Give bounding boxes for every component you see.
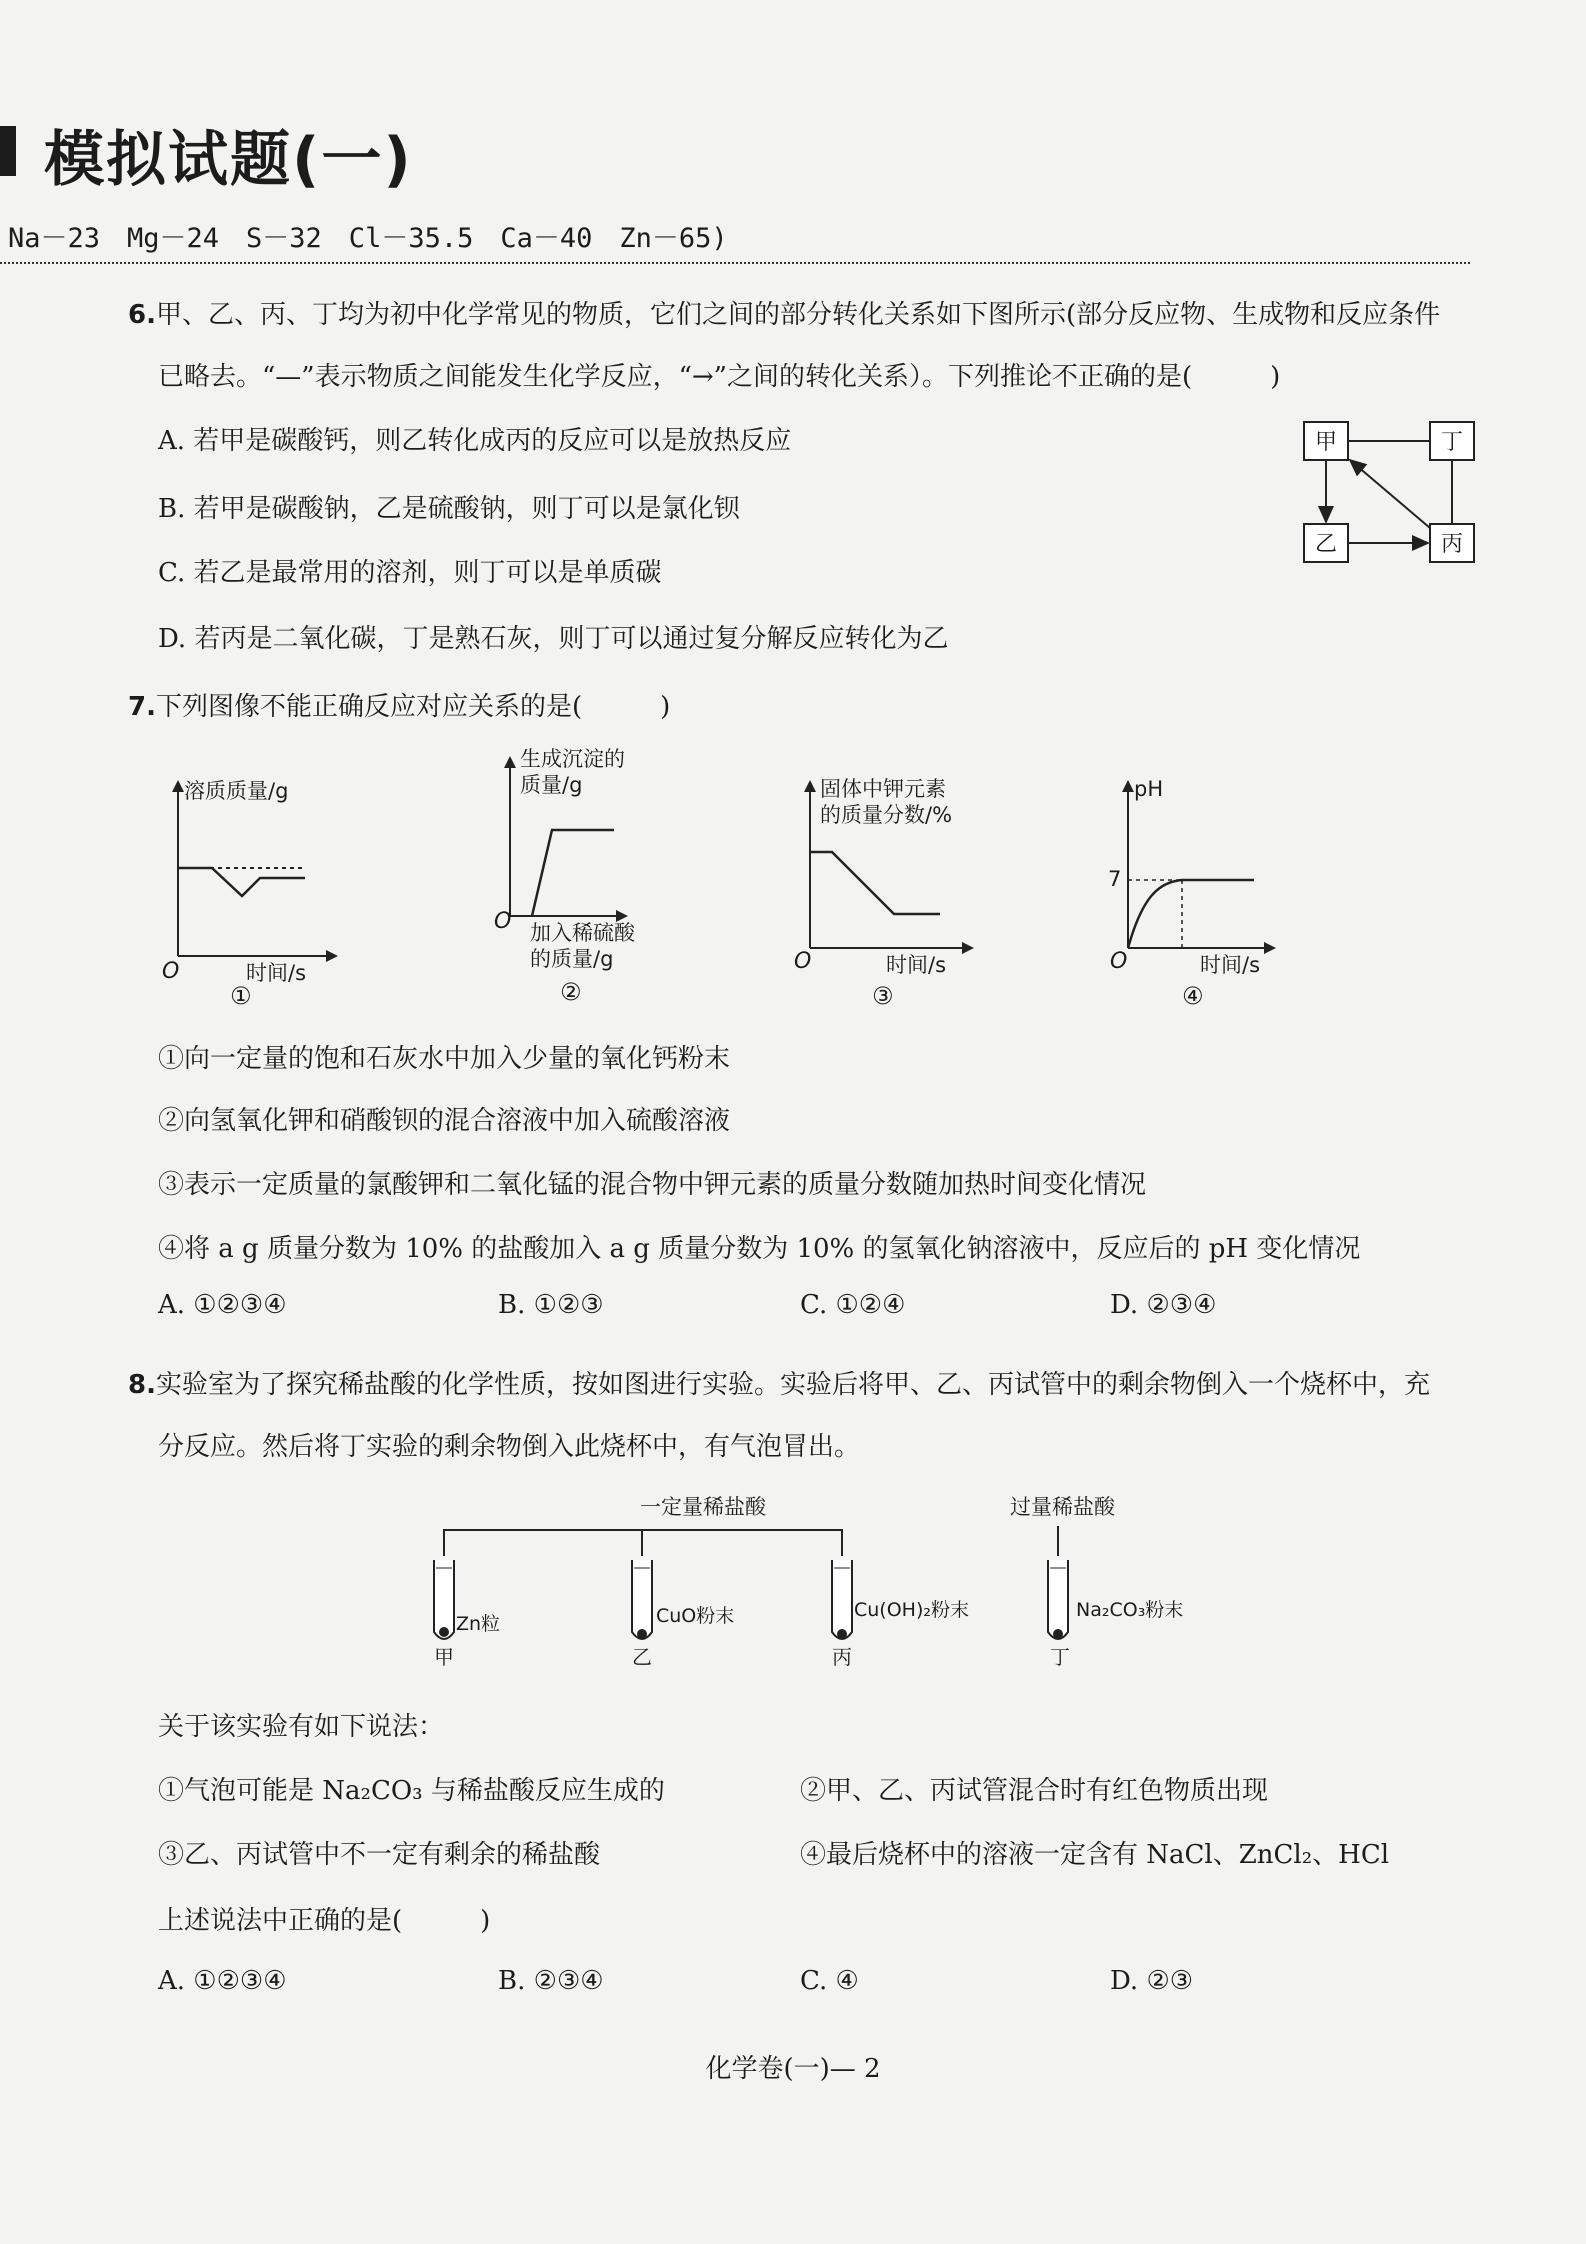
g4-caption: ④ <box>1182 982 1204 1008</box>
q8-choice-d: D. ②③ <box>1110 1966 1194 1996</box>
g4-tick: 7 <box>1108 867 1122 891</box>
q7-statement-3: ③表示一定质量的氯酸钾和二氧化锰的混合物中钾元素的质量分数随加热时间变化情况 <box>158 1170 1147 1200</box>
q6-relation-diagram <box>1300 418 1490 568</box>
q6-stem-line1: 6.甲、乙、丙、丁均为初中化学常见的物质，它们之间的部分转化关系如下图所示(部分反应物、生成物和反应条件 <box>128 300 1441 330</box>
label-ding: 丁 <box>1440 430 1464 455</box>
tube-ding-name: 丁 <box>1050 1645 1070 1666</box>
g3-caption: ③ <box>872 982 894 1008</box>
g4-ylabel: pH <box>1134 777 1164 801</box>
q7-stem: 7.下列图像不能正确反应对应关系的是( ) <box>128 692 671 722</box>
title-marker <box>0 126 16 176</box>
g2-xlabel-2: 的质量/g <box>530 947 614 971</box>
q8-choice-c: C. ④ <box>800 1966 859 1996</box>
q7-statement-1: ①向一定量的饱和石灰水中加入少量的氧化钙粉末 <box>158 1044 731 1074</box>
q7-graph-1 <box>160 768 340 1008</box>
excess-acid-label: 过量稀盐酸 <box>1010 1495 1115 1519</box>
q8-prompt: 上述说法中正确的是( ) <box>158 1906 491 1936</box>
tube-jia-content: Zn粒 <box>456 1613 501 1635</box>
g3-ylabel-1: 固体中钾元素 <box>820 777 946 801</box>
q8-choice-a: A. ①②③④ <box>158 1966 287 1996</box>
q8-stem-line2: 分反应。然后将丁实验的剩余物倒入此烧杯中，有气泡冒出。 <box>158 1432 861 1462</box>
tube-jia <box>434 1560 500 1666</box>
q6-option-a: A. 若甲是碳酸钙，则乙转化成丙的反应可以是放热反应 <box>158 426 792 456</box>
page-footer: 化学卷(一)— 2 <box>705 2054 881 2084</box>
q8-statement-4: ④最后烧杯中的溶液一定含有 NaCl、ZnCl₂、HCl <box>800 1840 1390 1870</box>
q7-choice-c: C. ①②④ <box>800 1290 906 1320</box>
g2-xlabel-1: 加入稀硫酸 <box>530 921 635 945</box>
g1-xlabel: 时间/s <box>246 961 307 985</box>
tube-yi-content: CuO粉末 <box>656 1605 735 1627</box>
g2-origin: O <box>494 909 512 934</box>
g1-ylabel: 溶质质量/g <box>184 779 289 803</box>
g3-origin: O <box>794 949 812 974</box>
q6-option-c: C. 若乙是最常用的溶剂，则丁可以是单质碳 <box>158 558 662 588</box>
tube-yi-name: 乙 <box>632 1645 652 1666</box>
q6-option-b: B. 若甲是碳酸钠，乙是硫酸钠，则丁可以是氯化钡 <box>158 494 740 524</box>
label-jia: 甲 <box>1314 430 1338 455</box>
q7-graph-2 <box>490 738 690 1008</box>
g4-xlabel: 时间/s <box>1200 953 1261 977</box>
label-bing: 丙 <box>1440 532 1464 557</box>
tube-ding-content: Na₂CO₃粉末 <box>1076 1599 1184 1621</box>
tube-ding <box>1048 1560 1183 1666</box>
header-divider <box>0 262 1470 264</box>
g3-ylabel-2: 的质量分数/% <box>820 803 953 827</box>
atomic-masses: Na－23 Mg－24 S－32 Cl－35.5 Ca－40 Zn－65) <box>8 223 728 254</box>
q8-intro: 关于该实验有如下说法： <box>158 1712 445 1742</box>
q8-statement-2: ②甲、乙、丙试管混合时有红色物质出现 <box>800 1776 1269 1806</box>
g2-ylabel-2: 质量/g <box>520 773 583 797</box>
g1-origin: O <box>162 959 180 984</box>
tube-bing <box>832 1560 969 1666</box>
q7-choice-d: D. ②③④ <box>1110 1290 1217 1320</box>
q7-statement-4: ④将 a g 质量分数为 10% 的盐酸加入 a g 质量分数为 10% 的氢氧化钠溶液中，反应后的 pH 变化情况 <box>158 1234 1361 1264</box>
q7-choice-a: A. ①②③④ <box>158 1290 287 1320</box>
q6-stem-line2: 已略去。“—”表示物质之间能发生化学反应，“→”之间的转化关系）。下列推论不正确的是( ) <box>158 362 1281 392</box>
g2-ylabel-1: 生成沉淀的 <box>520 747 625 771</box>
q6-option-d: D. 若丙是二氧化碳，丁是熟石灰，则丁可以通过复分解反应转化为乙 <box>158 624 949 654</box>
q8-stem-line1: 8.实验室为了探究稀盐酸的化学性质，按如图进行实验。实验后将甲、乙、丙试管中的剩余物倒入一个烧杯中，充 <box>128 1370 1430 1400</box>
g3-xlabel: 时间/s <box>886 953 947 977</box>
g4-origin: O <box>1110 949 1128 974</box>
acid-label: 一定量稀盐酸 <box>640 1495 766 1519</box>
tube-bing-name: 丙 <box>832 1645 852 1666</box>
q8-statement-1: ①气泡可能是 Na₂CO₃ 与稀盐酸反应生成的 <box>158 1776 665 1806</box>
q8-choice-b: B. ②③④ <box>498 1966 604 1996</box>
q7-graph-3 <box>790 768 990 1008</box>
q8-apparatus <box>420 1486 1240 1666</box>
page-title: 模拟试题(一) <box>44 125 413 195</box>
q7-choice-b: B. ①②③ <box>498 1290 604 1320</box>
g1-caption: ① <box>230 982 252 1008</box>
g2-caption: ② <box>560 978 582 1006</box>
q8-statement-3: ③乙、丙试管中不一定有剩余的稀盐酸 <box>158 1840 601 1870</box>
q7-graph-4 <box>1098 768 1298 1008</box>
tube-yi <box>632 1560 734 1666</box>
tube-bing-content: Cu(OH)₂粉末 <box>854 1599 969 1621</box>
label-yi: 乙 <box>1314 532 1338 557</box>
tube-jia-name: 甲 <box>434 1645 454 1666</box>
q7-statement-2: ②向氢氧化钾和硝酸钡的混合溶液中加入硫酸溶液 <box>158 1106 731 1136</box>
